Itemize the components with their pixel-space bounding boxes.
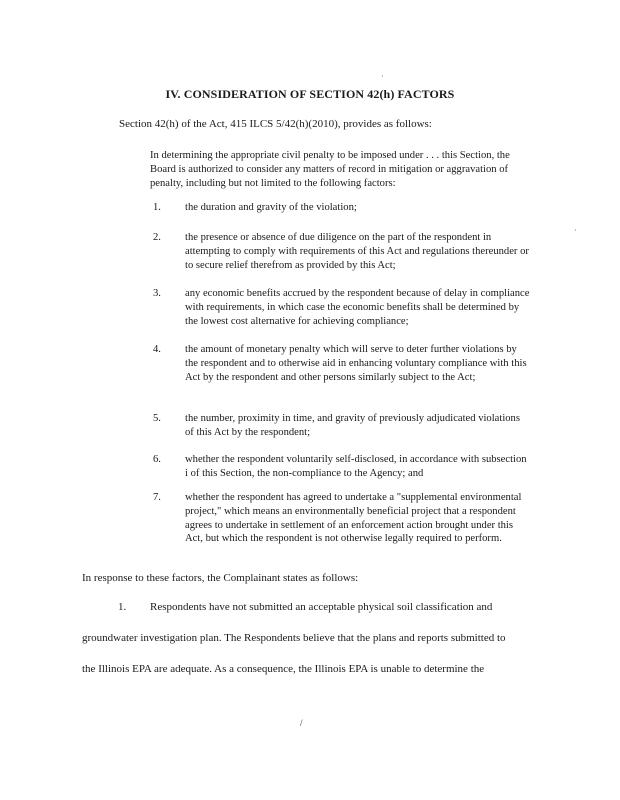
factor-text: the presence or absence of due diligence on the part of the respondent in attempting to comply with requirements of this Act and regulations thereunder or to secure relief therefrom as provided by this Act; <box>185 232 529 271</box>
scan-speck: · <box>574 226 577 235</box>
factor-number: 3. <box>153 288 161 299</box>
factor-text: the number, proximity in time, and gravity of previously adjudicated violations of this Act by the respondent; <box>185 413 520 438</box>
response-intro: In response to these factors, the Complainant states as follows: <box>82 572 359 584</box>
paragraph-line: the Illinois EPA are adequate. As a consequence, the Illinois EPA is unable to determine the <box>82 663 485 675</box>
section-heading: IV. CONSIDERATION OF SECTION 42(h) FACTORS <box>165 87 455 101</box>
factor-text: whether the respondent has agreed to undertake a "supplemental environmental project," which means an environmentally beneficial project that a respondent agrees to undertake in settlement of an enforcement action brought under this Act, but which the respondent is not otherwise legally required to perform. <box>185 492 522 545</box>
factor-number: 5. <box>153 413 161 424</box>
factor-number: 4. <box>153 344 161 355</box>
paragraph-number: 1. <box>118 601 127 613</box>
factor-text: any economic benefits accrued by the respondent because of delay in compliance with requirements, in which case the economic benefits shall be determined by the lowest cost alternative for achieving compliance; <box>185 288 530 327</box>
scan-speck: · <box>381 72 384 81</box>
paragraph-line: Respondents have not submitted an acceptable physical soil classification and <box>150 601 493 613</box>
factor-number: 7. <box>153 492 161 503</box>
statute-quote: In determining the appropriate civil penalty to be imposed under . . . this Section, the Board is authorized to consider any matters of record in mitigation or aggravation of penalty, including but not limited to the following factors: <box>150 150 510 189</box>
factor-text: the duration and gravity of the violation; <box>185 202 357 213</box>
intro-sentence: Section 42(h) of the Act, 415 ILCS 5/42(h)(2010), provides as follows: <box>119 118 432 130</box>
factor-number: 2. <box>153 232 161 243</box>
factor-number: 6. <box>153 454 161 465</box>
factor-number: 1. <box>153 202 161 213</box>
page-footer-mark: / <box>300 718 303 728</box>
paragraph-line: groundwater investigation plan. The Respondents believe that the plans and reports submitted to <box>82 632 506 644</box>
factor-text: the amount of monetary penalty which will serve to deter further violations by the respondent and to otherwise aid in enhancing voluntary compliance with this Act by the respondent and other persons similarly subject to the Act; <box>185 344 527 383</box>
factor-text: whether the respondent voluntarily self-disclosed, in accordance with subsection i of this Section, the non-compliance to the Agency; and <box>185 454 527 479</box>
